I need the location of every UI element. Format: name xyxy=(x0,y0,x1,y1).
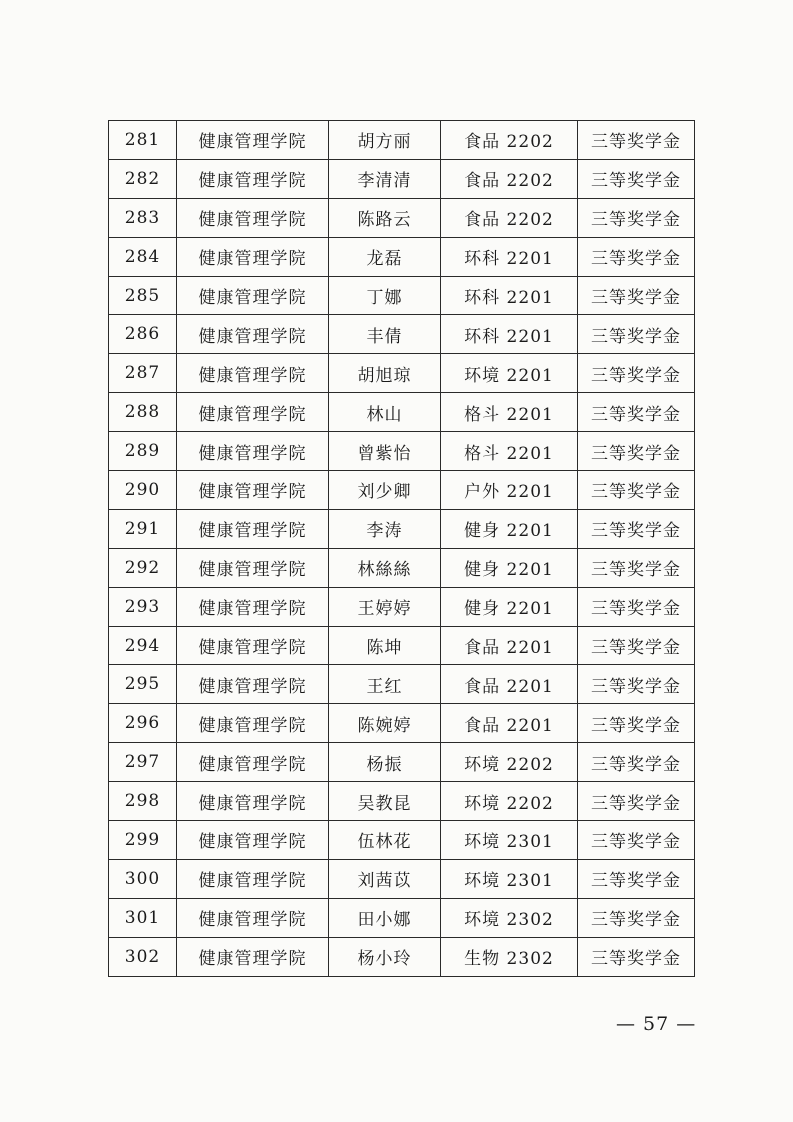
table-row xyxy=(109,276,695,315)
college-cell: 健康管理学院 xyxy=(177,665,329,704)
table-row xyxy=(109,821,695,860)
class-cell: 环境 2202 xyxy=(441,743,578,782)
college-cell: 健康管理学院 xyxy=(177,315,329,354)
class-cell: 食品 2201 xyxy=(441,626,578,665)
college-cell: 健康管理学院 xyxy=(177,237,329,276)
row-number-cell: 292 xyxy=(109,548,177,587)
student-name-cell: 王婷婷 xyxy=(329,587,441,626)
college-cell: 健康管理学院 xyxy=(177,859,329,898)
table-row xyxy=(109,626,695,665)
student-name-cell: 吴教昆 xyxy=(329,782,441,821)
row-number-cell: 290 xyxy=(109,471,177,510)
row-number-cell: 281 xyxy=(109,121,177,160)
award-level-cell: 三等奖学金 xyxy=(578,159,695,198)
award-level-cell: 三等奖学金 xyxy=(578,626,695,665)
student-name-cell: 杨小玲 xyxy=(329,937,441,976)
college-cell: 健康管理学院 xyxy=(177,432,329,471)
class-cell: 健身 2201 xyxy=(441,509,578,548)
table-row xyxy=(109,898,695,937)
class-cell: 健身 2201 xyxy=(441,587,578,626)
student-name-cell: 龙磊 xyxy=(329,237,441,276)
table-row xyxy=(109,393,695,432)
award-level-cell: 三等奖学金 xyxy=(578,782,695,821)
college-cell: 健康管理学院 xyxy=(177,471,329,510)
college-cell: 健康管理学院 xyxy=(177,821,329,860)
table-row xyxy=(109,782,695,821)
student-name-cell: 王红 xyxy=(329,665,441,704)
row-number-cell: 291 xyxy=(109,509,177,548)
page-number: — 57 — xyxy=(616,1013,697,1035)
award-level-cell: 三等奖学金 xyxy=(578,121,695,160)
award-level-cell: 三等奖学金 xyxy=(578,704,695,743)
award-level-cell: 三等奖学金 xyxy=(578,354,695,393)
college-cell: 健康管理学院 xyxy=(177,782,329,821)
table-row xyxy=(109,121,695,160)
student-name-cell: 丁娜 xyxy=(329,276,441,315)
award-level-cell: 三等奖学金 xyxy=(578,587,695,626)
row-number-cell: 293 xyxy=(109,587,177,626)
table-row xyxy=(109,237,695,276)
row-number-cell: 294 xyxy=(109,626,177,665)
award-level-cell: 三等奖学金 xyxy=(578,393,695,432)
class-cell: 食品 2201 xyxy=(441,704,578,743)
college-cell: 健康管理学院 xyxy=(177,626,329,665)
award-level-cell: 三等奖学金 xyxy=(578,743,695,782)
row-number-cell: 282 xyxy=(109,159,177,198)
row-number-cell: 295 xyxy=(109,665,177,704)
row-number-cell: 289 xyxy=(109,432,177,471)
student-name-cell: 胡方丽 xyxy=(329,121,441,160)
class-cell: 环境 2301 xyxy=(441,859,578,898)
table-row xyxy=(109,665,695,704)
row-number-cell: 300 xyxy=(109,859,177,898)
award-level-cell: 三等奖学金 xyxy=(578,509,695,548)
award-level-cell: 三等奖学金 xyxy=(578,432,695,471)
award-level-cell: 三等奖学金 xyxy=(578,198,695,237)
class-cell: 食品 2202 xyxy=(441,159,578,198)
student-name-cell: 伍林花 xyxy=(329,821,441,860)
table-row xyxy=(109,159,695,198)
class-cell: 环境 2302 xyxy=(441,898,578,937)
student-name-cell: 李涛 xyxy=(329,509,441,548)
student-name-cell: 陈坤 xyxy=(329,626,441,665)
award-level-cell: 三等奖学金 xyxy=(578,821,695,860)
class-cell: 环科 2201 xyxy=(441,237,578,276)
class-cell: 健身 2201 xyxy=(441,548,578,587)
student-name-cell: 刘茜苡 xyxy=(329,859,441,898)
college-cell: 健康管理学院 xyxy=(177,159,329,198)
college-cell: 健康管理学院 xyxy=(177,704,329,743)
college-cell: 健康管理学院 xyxy=(177,898,329,937)
table-row xyxy=(109,471,695,510)
class-cell: 格斗 2201 xyxy=(441,393,578,432)
award-table xyxy=(108,120,695,977)
student-name-cell: 林山 xyxy=(329,393,441,432)
class-cell: 食品 2202 xyxy=(441,198,578,237)
student-name-cell: 刘少卿 xyxy=(329,471,441,510)
table-row xyxy=(109,859,695,898)
award-table-body xyxy=(109,121,695,977)
student-name-cell: 曾紫怡 xyxy=(329,432,441,471)
student-name-cell: 田小娜 xyxy=(329,898,441,937)
table-row xyxy=(109,704,695,743)
award-level-cell: 三等奖学金 xyxy=(578,315,695,354)
table-row xyxy=(109,743,695,782)
award-level-cell: 三等奖学金 xyxy=(578,665,695,704)
class-cell: 食品 2201 xyxy=(441,665,578,704)
college-cell: 健康管理学院 xyxy=(177,548,329,587)
row-number-cell: 285 xyxy=(109,276,177,315)
class-cell: 环科 2201 xyxy=(441,276,578,315)
table-row xyxy=(109,432,695,471)
class-cell: 环境 2202 xyxy=(441,782,578,821)
row-number-cell: 284 xyxy=(109,237,177,276)
row-number-cell: 287 xyxy=(109,354,177,393)
class-cell: 环科 2201 xyxy=(441,315,578,354)
college-cell: 健康管理学院 xyxy=(177,587,329,626)
class-cell: 格斗 2201 xyxy=(441,432,578,471)
table-row xyxy=(109,587,695,626)
table-row xyxy=(109,548,695,587)
college-cell: 健康管理学院 xyxy=(177,198,329,237)
row-number-cell: 296 xyxy=(109,704,177,743)
table-row xyxy=(109,937,695,976)
row-number-cell: 301 xyxy=(109,898,177,937)
table-row xyxy=(109,509,695,548)
college-cell: 健康管理学院 xyxy=(177,354,329,393)
student-name-cell: 杨振 xyxy=(329,743,441,782)
student-name-cell: 陈婉婷 xyxy=(329,704,441,743)
student-name-cell: 林絲絲 xyxy=(329,548,441,587)
row-number-cell: 298 xyxy=(109,782,177,821)
award-level-cell: 三等奖学金 xyxy=(578,276,695,315)
table-row xyxy=(109,198,695,237)
class-cell: 生物 2302 xyxy=(441,937,578,976)
award-level-cell: 三等奖学金 xyxy=(578,548,695,587)
row-number-cell: 283 xyxy=(109,198,177,237)
college-cell: 健康管理学院 xyxy=(177,509,329,548)
class-cell: 环境 2301 xyxy=(441,821,578,860)
award-level-cell: 三等奖学金 xyxy=(578,237,695,276)
row-number-cell: 288 xyxy=(109,393,177,432)
row-number-cell: 286 xyxy=(109,315,177,354)
college-cell: 健康管理学院 xyxy=(177,121,329,160)
student-name-cell: 陈路云 xyxy=(329,198,441,237)
award-level-cell: 三等奖学金 xyxy=(578,898,695,937)
table-row xyxy=(109,315,695,354)
college-cell: 健康管理学院 xyxy=(177,743,329,782)
row-number-cell: 302 xyxy=(109,937,177,976)
class-cell: 食品 2202 xyxy=(441,121,578,160)
college-cell: 健康管理学院 xyxy=(177,937,329,976)
class-cell: 户外 2201 xyxy=(441,471,578,510)
row-number-cell: 299 xyxy=(109,821,177,860)
award-level-cell: 三等奖学金 xyxy=(578,471,695,510)
class-cell: 环境 2201 xyxy=(441,354,578,393)
student-name-cell: 胡旭琼 xyxy=(329,354,441,393)
award-level-cell: 三等奖学金 xyxy=(578,859,695,898)
college-cell: 健康管理学院 xyxy=(177,276,329,315)
student-name-cell: 丰倩 xyxy=(329,315,441,354)
award-level-cell: 三等奖学金 xyxy=(578,937,695,976)
row-number-cell: 297 xyxy=(109,743,177,782)
table-row xyxy=(109,354,695,393)
college-cell: 健康管理学院 xyxy=(177,393,329,432)
student-name-cell: 李清清 xyxy=(329,159,441,198)
